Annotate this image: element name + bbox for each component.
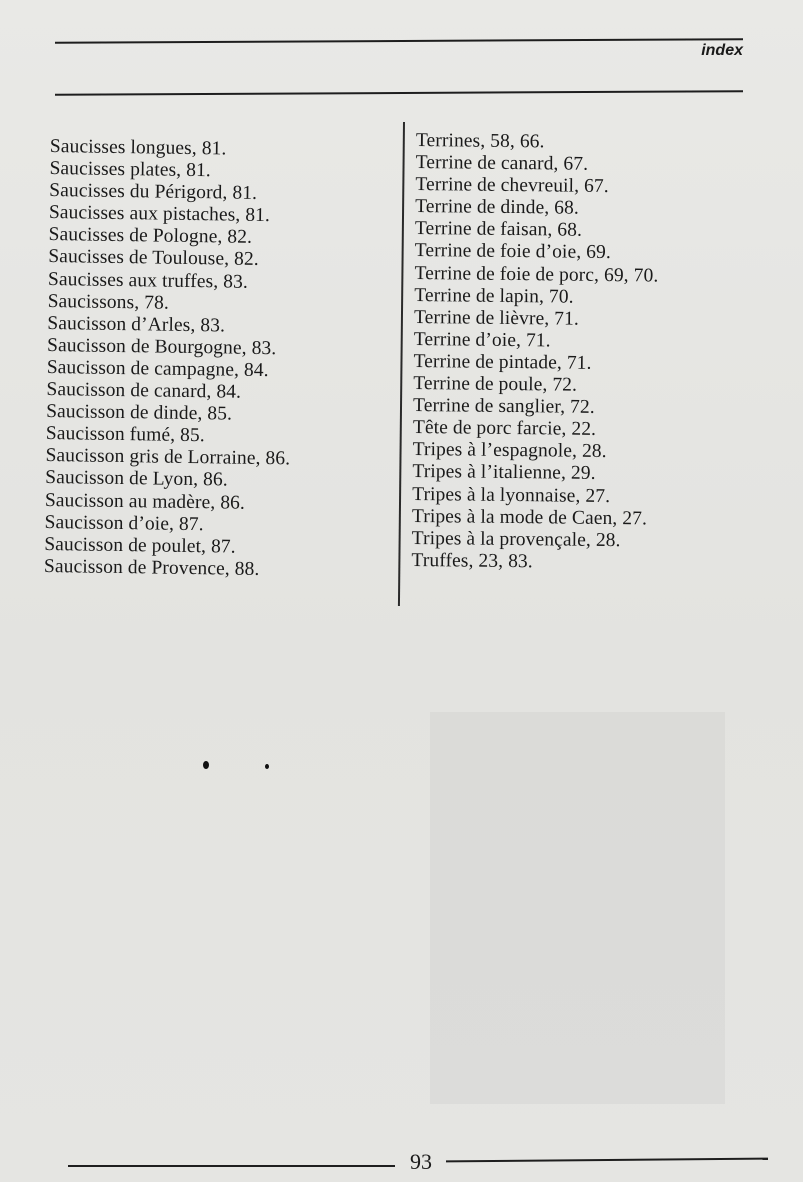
index-entry: Saucisson gris de Lorraine, 86. bbox=[45, 445, 291, 470]
index-entry: Saucisson fumé, 85. bbox=[45, 423, 205, 447]
index-entry: Terrines, 58, 66. bbox=[415, 130, 545, 153]
footer-rule-left bbox=[68, 1165, 395, 1167]
index-entry: Tête de porc farcie, 22. bbox=[412, 417, 597, 441]
index-entry: Saucisson d’Arles, 83. bbox=[47, 312, 226, 337]
index-entry: Terrine de pintade, 71. bbox=[413, 350, 592, 374]
index-entry: Saucisson de Bourgogne, 83. bbox=[46, 334, 277, 360]
index-entry: Terrine de chevreuil, 67. bbox=[415, 174, 609, 198]
index-entry: Saucisson de Provence, 88. bbox=[43, 555, 260, 580]
footer-rule-right bbox=[446, 1158, 768, 1163]
index-entry: Terrine de canard, 67. bbox=[415, 152, 589, 175]
ink-speck bbox=[265, 764, 269, 769]
index-entry: Terrine de foie d’oie, 69. bbox=[414, 240, 611, 264]
page-number: 93 bbox=[410, 1149, 432, 1174]
header-rule-top bbox=[55, 38, 743, 44]
index-entry: Saucisses longues, 81. bbox=[49, 136, 227, 160]
index-entry: Tripes à la provençale, 28. bbox=[411, 527, 621, 551]
ink-speck bbox=[203, 761, 209, 769]
index-entry: Saucisses aux truffes, 83. bbox=[47, 268, 249, 293]
index-entry: Terrine de dinde, 68. bbox=[415, 196, 580, 219]
index-entry: Saucissons, 78. bbox=[47, 290, 170, 314]
index-entry: Terrine de sanglier, 72. bbox=[413, 395, 595, 419]
index-entry: Saucisson de poulet, 87. bbox=[44, 533, 236, 558]
header-rule-bottom bbox=[55, 90, 743, 96]
index-entry: Terrine de foie de porc, 69, 70. bbox=[414, 262, 659, 287]
index-entry: Saucisses plates, 81. bbox=[49, 158, 212, 182]
index-entry: Terrine de lapin, 70. bbox=[414, 284, 574, 308]
index-entry: Saucisson d’oie, 87. bbox=[44, 511, 204, 535]
index-entry: Saucisson de Lyon, 86. bbox=[45, 467, 228, 491]
index-entry: Saucisses du Périgord, 81. bbox=[49, 180, 258, 205]
index-entry: Saucisses de Pologne, 82. bbox=[48, 224, 253, 249]
index-entry: Tripes à la lyonnaise, 27. bbox=[412, 483, 611, 507]
index-entry: Saucisses aux pistaches, 81. bbox=[48, 202, 271, 227]
index-entry: Tripes à l’espagnole, 28. bbox=[412, 439, 607, 463]
index-entry: Saucisson de dinde, 85. bbox=[46, 401, 233, 425]
index-entry: Tripes à l’italienne, 29. bbox=[412, 461, 596, 485]
index-entry: Tripes à la mode de Caen, 27. bbox=[411, 505, 648, 530]
section-label: index bbox=[701, 42, 743, 59]
index-entry: Terrine de poule, 72. bbox=[413, 373, 578, 396]
index-entry: Terrine de faisan, 68. bbox=[414, 218, 583, 242]
column-divider bbox=[398, 122, 405, 606]
index-entry: Truffes, 23, 83. bbox=[411, 549, 533, 573]
bleed-through-area bbox=[430, 712, 725, 1104]
index-entry: Saucisson de canard, 84. bbox=[46, 379, 242, 403]
index-entry: Terrine de lièvre, 71. bbox=[413, 306, 580, 330]
index-column-left bbox=[44, 136, 295, 581]
index-entry: Saucisson au madère, 86. bbox=[44, 489, 246, 514]
index-entry: Terrine d’oie, 71. bbox=[413, 328, 551, 352]
index-entry: Saucisson de campagne, 84. bbox=[46, 356, 269, 382]
index-entry: Saucisses de Toulouse, 82. bbox=[48, 246, 259, 271]
index-column-right bbox=[411, 130, 659, 574]
